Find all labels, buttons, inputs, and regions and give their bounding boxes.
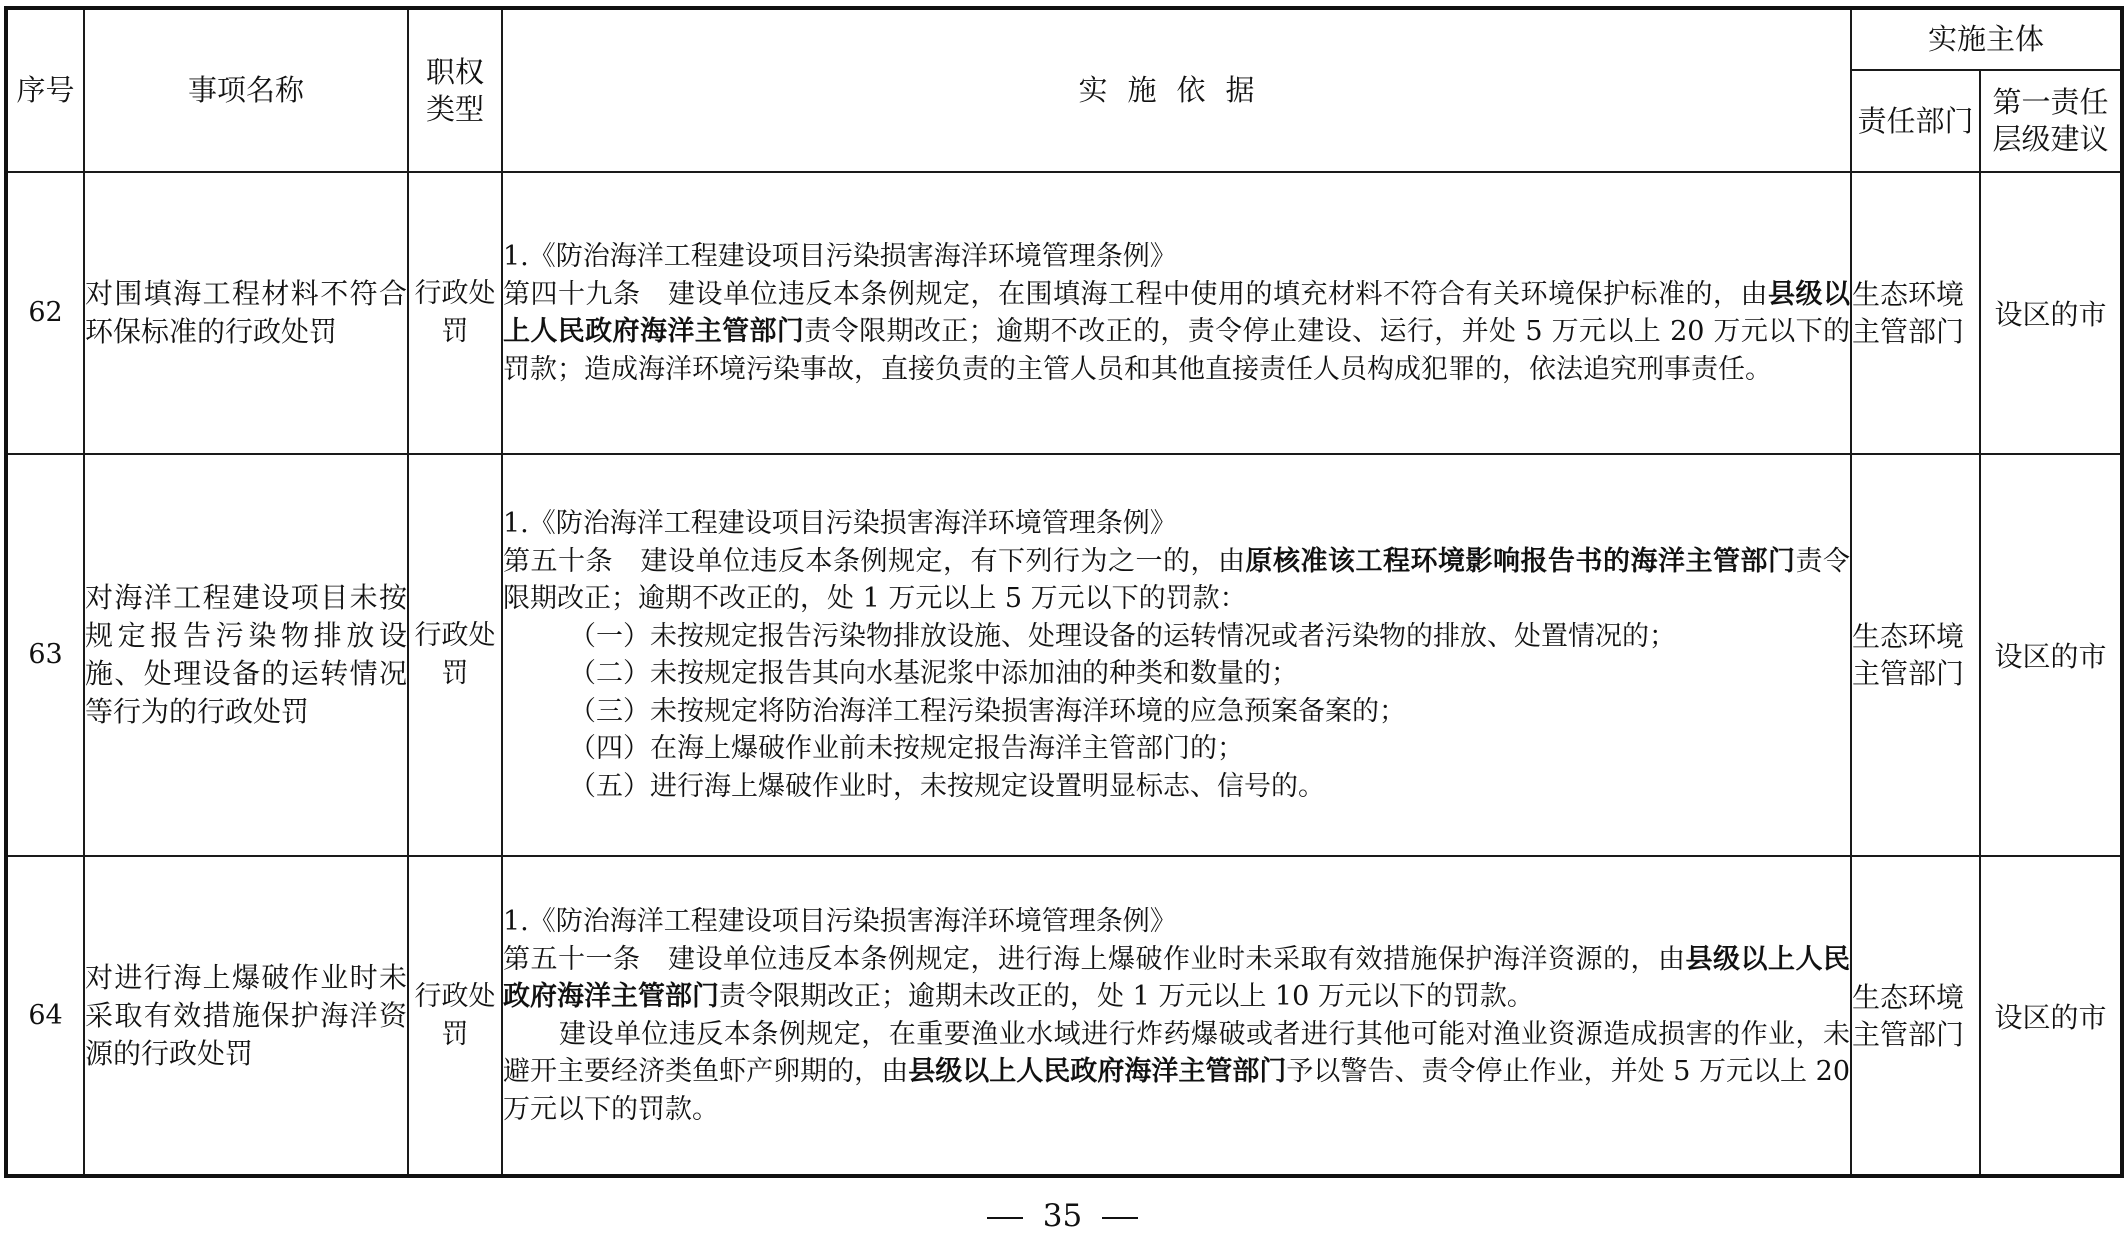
article-text-part: 第五十条 建设单位违反本条例规定，有下列行为之一的，由 xyxy=(503,545,1246,577)
row-level: 设区的市 xyxy=(1980,856,2122,1176)
basis-law-title: 1.《防治海洋工程建设项目污染损害海洋环境管理条例》 xyxy=(503,906,1177,937)
authority-bold: 县级以上人民政府海洋主管部门 xyxy=(503,278,1850,347)
row-level: 设区的市 xyxy=(1980,454,2122,856)
header-level-line1: 第一责任 xyxy=(1992,85,2109,119)
header-level xyxy=(1980,70,2122,172)
row-basis xyxy=(502,172,1851,454)
row-item-name: 对围填海工程材料不符合环保标准的行政处罚 xyxy=(84,172,408,454)
article-text-part: 第四十九条 建设单位违反本条例规定，在围填海工程中使用的填充材料不符合有关环境保护标准的，由 xyxy=(503,278,1768,310)
header-level-line2: 层级建议 xyxy=(1992,122,2109,156)
row-power-type: 行政处罚 xyxy=(408,856,502,1176)
row-level: 设区的市 xyxy=(1980,172,2122,454)
row-seq: 62 xyxy=(6,172,84,454)
header-subject: 实施主体 xyxy=(1851,8,2122,70)
basis-law-title: 1.《防治海洋工程建设项目污染损害海洋环境管理条例》 xyxy=(503,241,1177,272)
authority-bold: 县级以上人民政府海洋主管部门 xyxy=(908,1056,1287,1087)
row-seq: 63 xyxy=(6,454,84,856)
basis-law-title: 1.《防治海洋工程建设项目污染损害海洋环境管理条例》 xyxy=(503,508,1177,539)
basis-article-text xyxy=(503,276,1850,389)
authority-bold: 县级以上人民政府海洋主管部门 xyxy=(503,943,1850,1012)
row-responsible-dept: 生态环境主管部门 xyxy=(1851,454,1980,856)
header-power-type-line1: 职权 xyxy=(425,54,484,89)
page-number-text: 35 xyxy=(1042,1198,1083,1234)
article-text-part: 责令限期改正；逾期未改正的，处 1 万元以上 10 万元以下的罚款。 xyxy=(719,981,1534,1012)
table-row xyxy=(6,454,2122,856)
header-basis: 实施依据 xyxy=(502,8,1851,172)
article-text-part: 责令限期改正；逾期不改正的，责令停止建设、运行，并处 5 万元以上 20 万元以下的罚款；造成海洋环境污染事故，直接负责的主管人员和其他直接责任人员构成犯罪的，依法追究刑事责任。 xyxy=(503,316,1850,385)
table-row xyxy=(6,856,2122,1176)
row-power-type: 行政处罚 xyxy=(408,172,502,454)
page-number xyxy=(0,1198,2125,1234)
row-item-name: 对海洋工程建设项目未按规定报告污染物排放设施、处理设备的运转情况等行为的行政处罚 xyxy=(84,454,408,856)
article-text-part: 予以警告、责令停止作业，并处 5 万元以上 20 万元以下的罚款。 xyxy=(503,1056,1850,1125)
header-power-type-line2: 类型 xyxy=(425,91,484,126)
basis-list-item: （三）未按规定将防治海洋工程污染损害海洋环境的应急预案备案的； xyxy=(569,695,1406,727)
header-seq: 序号 xyxy=(6,8,84,172)
row-basis xyxy=(502,454,1851,856)
enforcement-items-table xyxy=(4,6,2124,1178)
header-dept: 责任部门 xyxy=(1851,70,1980,172)
basis-paragraph-2 xyxy=(503,1016,1850,1129)
basis-list-item: （二）未按规定报告其向水基泥浆中添加油的种类和数量的； xyxy=(569,658,1298,689)
article-text-part: 建设单位违反本条例规定，在重要渔业水域进行炸药爆破或者进行其他可能对渔业资源造成损害的作业，未避开主要经济类鱼虾产卵期的，由 xyxy=(503,1018,1850,1087)
dash-left xyxy=(987,1217,1023,1219)
table-row xyxy=(6,172,2122,454)
row-responsible-dept: 生态环境主管部门 xyxy=(1851,172,1980,454)
row-seq: 64 xyxy=(6,856,84,1176)
row-power-type: 行政处罚 xyxy=(408,454,502,856)
row-responsible-dept: 生态环境主管部门 xyxy=(1851,856,1980,1176)
header-item-name: 事项名称 xyxy=(84,8,408,172)
header-power-type xyxy=(408,8,502,172)
row-basis xyxy=(502,856,1851,1176)
basis-list-item: （一）未按规定报告污染物排放设施、处理设备的运转情况或者污染物的排放、处置情况的； xyxy=(569,620,1676,652)
basis-article-text xyxy=(503,941,1850,1016)
article-text-part: 责令限期改正；逾期不改正的，处 1 万元以上 5 万元以下的罚款： xyxy=(503,545,1850,614)
article-text-part: 第五十一条 建设单位违反本条例规定，进行海上爆破作业时未采取有效措施保护海洋资源的，由 xyxy=(503,943,1686,975)
basis-list-item: （四）在海上爆破作业前未按规定报告海洋主管部门的； xyxy=(569,733,1244,764)
row-item-name: 对进行海上爆破作业时未采取有效措施保护海洋资源的行政处罚 xyxy=(84,856,408,1176)
basis-list-item: （五）进行海上爆破作业时，未按规定设置明显标志、信号的。 xyxy=(569,770,1325,802)
dash-right xyxy=(1102,1217,1138,1219)
authority-bold: 原核准该工程环境影响报告书的海洋主管部门 xyxy=(1245,545,1796,577)
basis-article-text xyxy=(503,543,1850,618)
